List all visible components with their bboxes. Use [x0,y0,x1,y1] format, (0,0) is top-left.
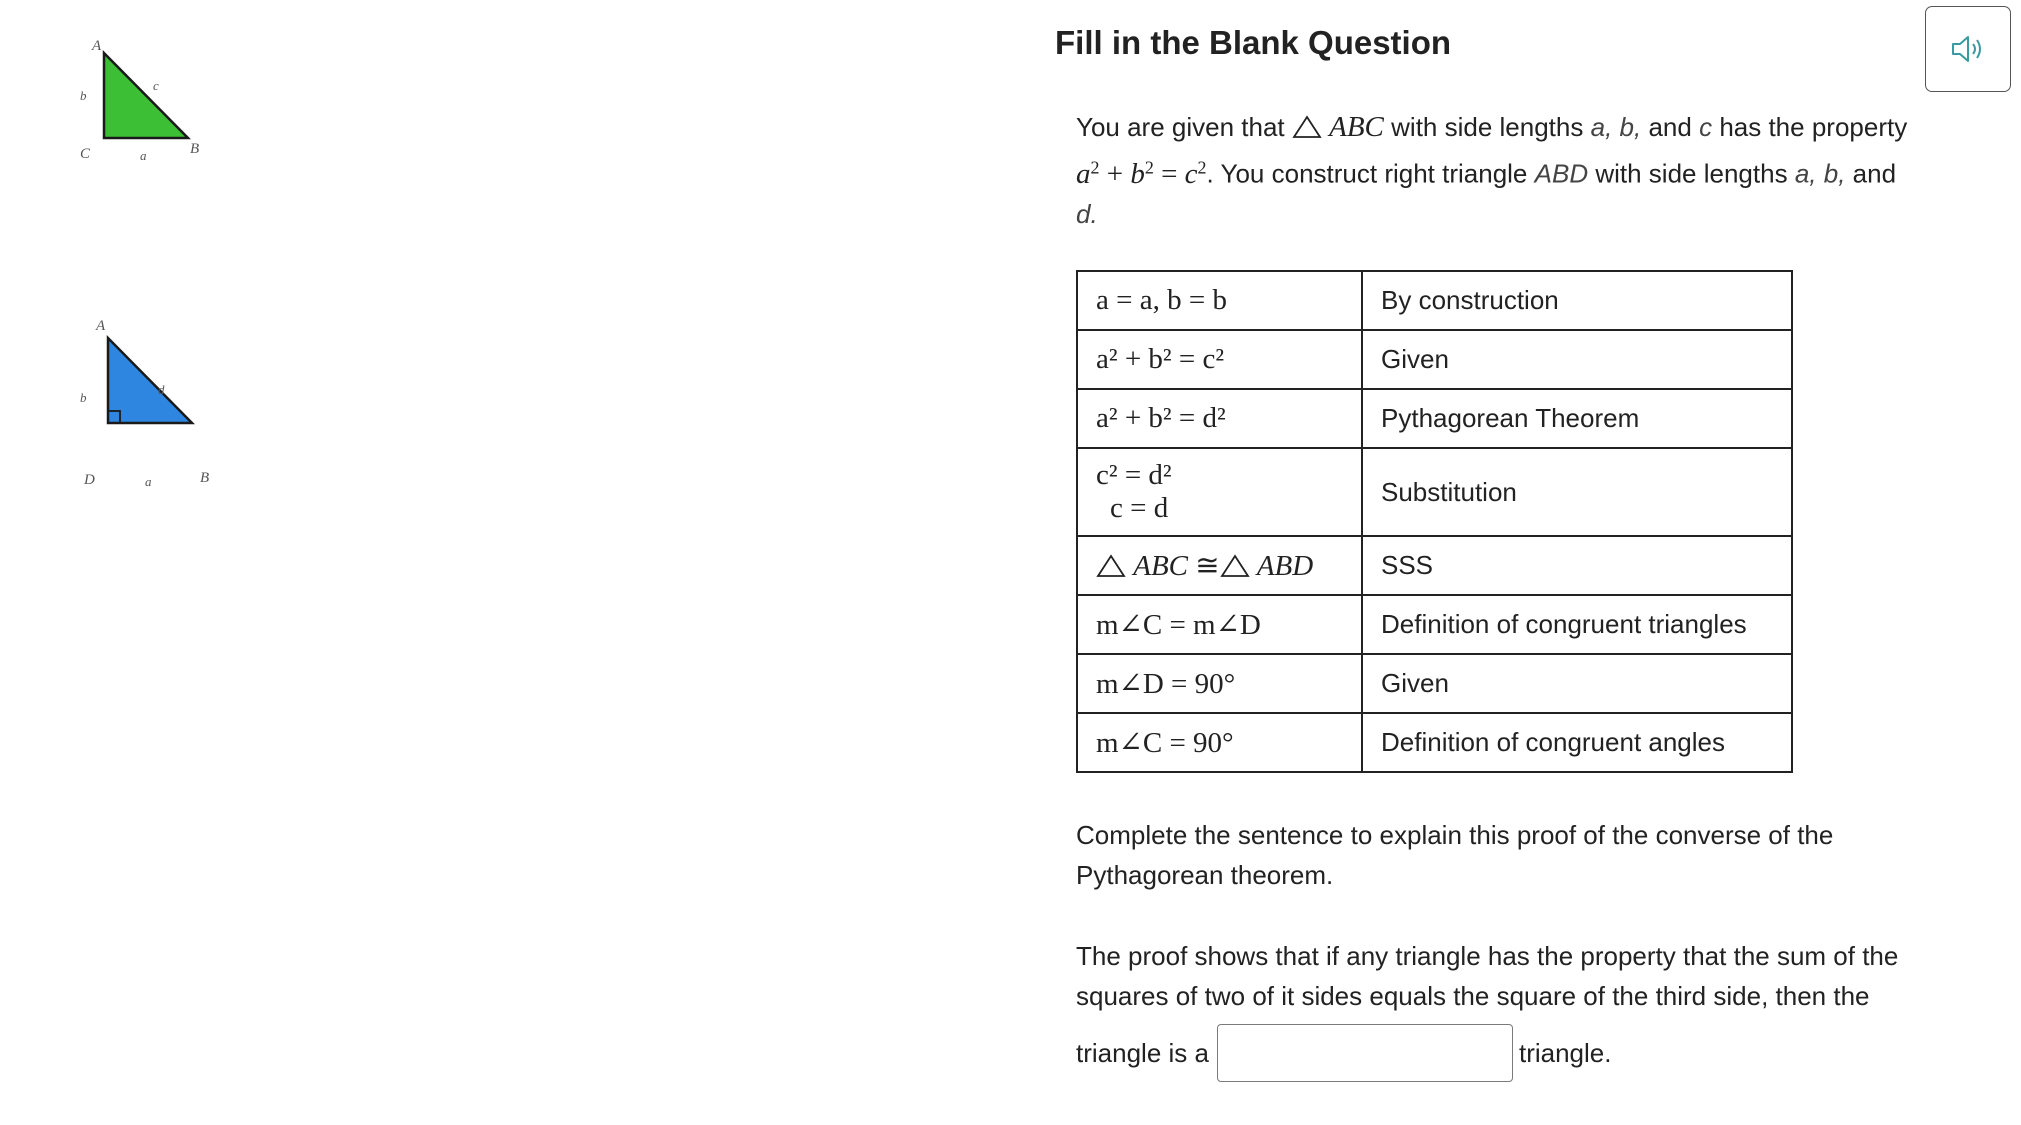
question-title: Fill in the Blank Question [1055,24,1452,61]
before-blank-text: triangle is a [1076,1037,1209,1068]
triangle-symbol-icon [1220,554,1250,578]
table-row [1077,330,1792,389]
statement-cell: a = a, b = b [1077,271,1362,330]
table-row [1077,536,1792,595]
final-sentence: The proof shows that if any triangle has the property that the sum of the squares of two of it sides equals the square of the third side, then the [1076,941,1899,1011]
table-row [1077,389,1792,448]
triangle-abc-shape [104,53,188,138]
vertex-c-label: C [80,146,91,162]
statement-line: c² = d² [1096,459,1172,491]
triangle-abd-svg [70,308,230,488]
statement-cell [1077,536,1362,595]
side-d-label: d [158,382,165,397]
reason-cell: Pythagorean Theorem [1362,389,1792,448]
figures-panel [0,0,1000,1125]
statement-cell: m∠C = 90° [1077,713,1362,772]
vertex-a2-label: A [96,318,106,334]
intro-triangle-abd: ABD [1534,158,1589,189]
congruence-triangle-2: ABD [1256,550,1314,582]
audio-button[interactable] [1925,6,2011,92]
table-row [1077,448,1792,536]
reason-cell: Definition of congruent angles [1362,713,1792,772]
side-b2-label: b [80,390,87,405]
statement-cell: m∠C = m∠D [1077,595,1362,654]
reason-cell: SSS [1362,536,1792,595]
reason-cell: Given [1362,654,1792,713]
triangle-abc-svg [70,35,230,215]
fill-blank-line [1076,1024,1611,1082]
statement-cell: a² + b² = d² [1077,389,1362,448]
intro-equation: $a^2 + b^2 = c^2$ [1076,157,1207,190]
statement-line: c = d [1110,492,1169,524]
triangle-symbol-icon [1292,115,1322,139]
speaker-icon [1950,33,1986,65]
intro-text-4: . You construct right triangle [1206,158,1528,189]
question-panel [1055,0,1995,1125]
eq-a: a [1076,157,1091,190]
answer-blank-input[interactable] [1217,1024,1513,1082]
vertex-b2-label: B [200,470,210,486]
intro-and-1: and [1648,112,1692,142]
intro-var-a: a, [1590,112,1613,142]
instruction-text: Complete the sentence to explain this proof of the converse of the Pythagorean theorem. [1076,820,1834,890]
intro-text-2: with side lengths [1391,112,1584,142]
proof-table [1076,270,1793,773]
intro-and-2: and [1852,158,1897,189]
reason-cell: Given [1362,330,1792,389]
table-row [1077,713,1792,772]
vertex-a-label: A [92,38,102,54]
table-row [1077,595,1792,654]
intro-triangle-abc: ABC [1329,111,1384,143]
intro-var-c: c [1699,112,1713,142]
triangle-abc-figure [70,35,230,220]
side-a2-label: a [145,474,152,488]
eq-c: c [1184,157,1198,190]
side-a-label: a [140,148,147,163]
intro-paragraph [1076,107,1976,234]
side-c-label: c [153,78,159,93]
intro-var-b: b, [1619,112,1642,142]
intro-var-d: d. [1076,198,1098,229]
triangle-abd-figure [70,308,230,493]
vertex-d-label: D [84,472,95,488]
intro-text-3: has the property [1719,112,1908,142]
congruence-triangle-1: ABC [1133,550,1189,582]
side-b-label: b [80,88,87,103]
table-row [1077,654,1792,713]
after-blank-text: triangle. [1518,1037,1612,1068]
vertex-b-label: B [190,141,200,157]
reason-cell: Definition of congruent triangles [1362,595,1792,654]
intro-var-a2: a, [1794,158,1817,189]
reason-cell: By construction [1362,271,1792,330]
statement-cell: m∠D = 90° [1077,654,1362,713]
congruence-symbol: ≅ [1195,550,1220,582]
eq-b: b [1130,157,1145,190]
reason-cell: Substitution [1362,448,1792,536]
statement-cell [1077,448,1362,536]
intro-text-1: You are given that [1076,112,1285,142]
intro-var-b2: b, [1823,158,1846,189]
table-row [1077,271,1792,330]
intro-text-5: with side lengths [1595,158,1788,189]
statement-cell: a² + b² = c² [1077,330,1362,389]
triangle-symbol-icon [1096,554,1126,578]
